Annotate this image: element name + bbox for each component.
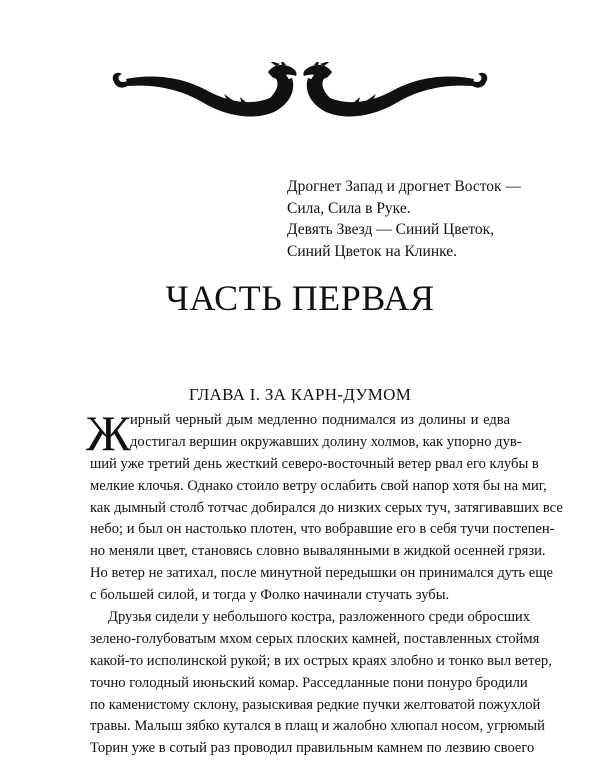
- text-line: как дымный столб тотчас добирался до низких серых туч, затягивавших все: [90, 499, 563, 516]
- chapter-title: ГЛАВА I. ЗА КАРН-ДУМОМ: [188, 385, 412, 404]
- text-line: по каменистому склону, разыскивая редкие пучки желтоватой пожухлой: [90, 696, 541, 713]
- epigraph-line: Сила, Сила в Руке.: [287, 199, 411, 217]
- epigraph-line: Синий Цветок на Клинке.: [287, 242, 458, 260]
- text-line: ший уже третий день жесткий северо-восточный ветер рвал его клубы в: [90, 455, 539, 472]
- text-line: точно голодный июньский комар. Расседланные пони понуро бродили: [90, 674, 528, 691]
- part-title: ЧАСТЬ ПЕРВАЯ: [165, 278, 435, 318]
- text-line: травы. Малыш зябко кутался в плащ и жалобно хлюпал носом, угрюмый: [90, 718, 545, 735]
- epigraph-line: Девять Звезд — Синий Цветок,: [287, 221, 495, 238]
- drop-cap: Ж: [86, 405, 131, 461]
- text-line: Торин уже в сотый раз проводил правильным камнем по лезвию своего: [90, 740, 535, 757]
- epigraph-line: Дрогнет Запад и дрогнет Восток —: [287, 178, 521, 195]
- text-line: мелкие клочья. Однако стоило ветру ослабить свой напор хотя бы на миг,: [90, 477, 547, 494]
- text-line: небо; и был он настолько плотен, что вобравшие его в себя тучи постепен-: [90, 521, 555, 538]
- text-line: с большей силой, и тогда у Фолко начинали стучать зубы.: [90, 587, 450, 604]
- text-line: зелено-голубоватым мхом серых плоских камней, поставленных стоймя: [90, 630, 540, 647]
- text-line: какой-то исполинской рукой; в их острых краях злобно и тонко выл ветер,: [90, 652, 552, 669]
- text-line: Друзья сидели у небольшого костра, разложенного среди обросших: [108, 609, 531, 626]
- epigraph: [287, 176, 587, 262]
- text-line: но меняли цвет, становясь словно вывалянными в жидкой осенней грязи.: [90, 543, 546, 560]
- text-line: достигал вершин окружавших долину холмов, как упорно дув-: [130, 433, 522, 450]
- text-line: ирный черный дым медленно поднимался из долины и едва: [130, 412, 510, 428]
- body-text: [86, 405, 563, 760]
- twin-dragon-ornament-icon: [110, 62, 490, 120]
- text-line: Но ветер не затихал, после минутной передышки он принимался дуть еще: [90, 565, 553, 582]
